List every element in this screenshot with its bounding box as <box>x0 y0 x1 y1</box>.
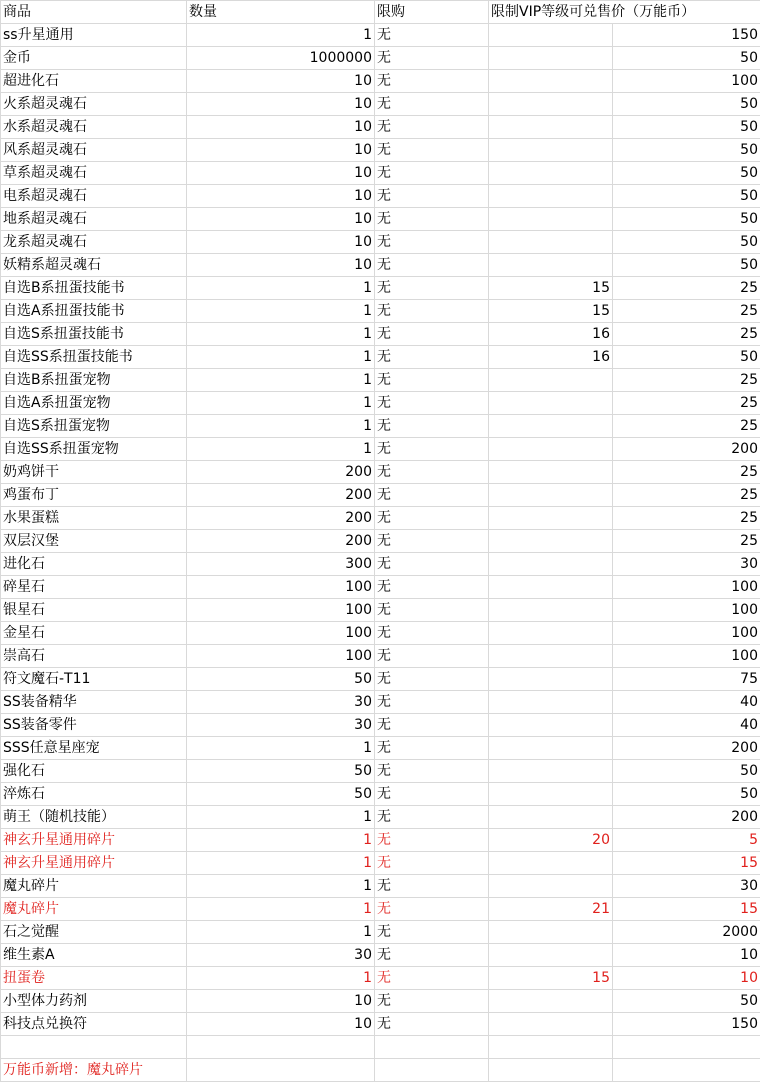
cell-quantity[interactable]: 10 <box>187 139 375 162</box>
header-row <box>1 1 760 24</box>
cell-price[interactable]: 50 <box>613 47 760 70</box>
cell-quantity[interactable]: 1 <box>187 737 375 760</box>
cell-price[interactable]: 30 <box>613 553 760 576</box>
cell-vip-level[interactable] <box>489 93 613 116</box>
cell-limit[interactable]: 无 <box>375 806 489 829</box>
cell-limit[interactable]: 无 <box>375 599 489 622</box>
cell-quantity[interactable]: 100 <box>187 645 375 668</box>
cell-vip-level[interactable] <box>489 990 613 1013</box>
cell-price[interactable]: 40 <box>613 714 760 737</box>
cell-limit[interactable]: 无 <box>375 622 489 645</box>
cell-limit[interactable]: 无 <box>375 737 489 760</box>
cell-quantity[interactable]: 50 <box>187 783 375 806</box>
empty-cell[interactable] <box>187 1059 375 1082</box>
cell-price[interactable]: 50 <box>613 760 760 783</box>
table-row <box>1 24 760 47</box>
cell-price[interactable]: 150 <box>613 24 760 47</box>
cell-quantity[interactable]: 100 <box>187 622 375 645</box>
cell-limit[interactable]: 无 <box>375 507 489 530</box>
cell-vip-level[interactable] <box>489 783 613 806</box>
cell-limit[interactable]: 无 <box>375 530 489 553</box>
cell-limit[interactable]: 无 <box>375 139 489 162</box>
cell-item-name[interactable]: 水果蛋糕 <box>1 507 187 530</box>
cell-price[interactable]: 25 <box>613 461 760 484</box>
cell-limit[interactable]: 无 <box>375 668 489 691</box>
cell-price[interactable]: 50 <box>613 208 760 231</box>
cell-limit[interactable]: 无 <box>375 300 489 323</box>
cell-limit[interactable]: 无 <box>375 415 489 438</box>
cell-vip-level[interactable] <box>489 162 613 185</box>
cell-limit[interactable]: 无 <box>375 691 489 714</box>
cell-quantity[interactable]: 10 <box>187 93 375 116</box>
cell-price[interactable]: 40 <box>613 691 760 714</box>
cell-quantity[interactable]: 1 <box>187 415 375 438</box>
table-row <box>1 576 760 599</box>
cell-quantity[interactable]: 50 <box>187 760 375 783</box>
cell-item-name[interactable]: 自选SS系扭蛋宠物 <box>1 438 187 461</box>
cell-vip-level[interactable] <box>489 208 613 231</box>
cell-item-name[interactable]: 超进化石 <box>1 70 187 93</box>
header-vip: 限制VIP等级可兑 <box>491 4 598 20</box>
cell-item-name[interactable]: 双层汉堡 <box>1 530 187 553</box>
cell-limit[interactable]: 无 <box>375 369 489 392</box>
cell-limit[interactable]: 无 <box>375 93 489 116</box>
cell-quantity[interactable]: 10 <box>187 990 375 1013</box>
cell-limit[interactable]: 无 <box>375 24 489 47</box>
table-row <box>1 760 760 783</box>
cell-limit[interactable]: 无 <box>375 392 489 415</box>
cell-quantity[interactable]: 1 <box>187 967 375 990</box>
table-row <box>1 806 760 829</box>
cell-limit[interactable]: 无 <box>375 277 489 300</box>
table-row <box>1 921 760 944</box>
table-row <box>1 461 760 484</box>
cell-price[interactable]: 25 <box>613 323 760 346</box>
cell-price[interactable]: 25 <box>613 507 760 530</box>
cell-item-name[interactable]: 萌王（随机技能） <box>1 806 187 829</box>
cell-item-name[interactable]: 妖精系超灵魂石 <box>1 254 187 277</box>
empty-cell[interactable] <box>489 1059 613 1082</box>
cell-vip-level[interactable] <box>489 392 613 415</box>
cell-quantity[interactable]: 50 <box>187 668 375 691</box>
cell-limit[interactable]: 无 <box>375 346 489 369</box>
cell-limit[interactable]: 无 <box>375 990 489 1013</box>
cell-price[interactable]: 200 <box>613 737 760 760</box>
empty-cell[interactable] <box>1 1036 187 1059</box>
cell-price[interactable]: 10 <box>613 944 760 967</box>
cell-price[interactable]: 50 <box>613 990 760 1013</box>
header-item[interactable]: 商品 <box>1 1 187 24</box>
cell-price[interactable]: 50 <box>613 346 760 369</box>
cell-item-name[interactable]: 草系超灵魂石 <box>1 162 187 185</box>
cell-vip-level[interactable] <box>489 484 613 507</box>
cell-item-name[interactable]: 符文魔石-T11 <box>1 668 187 691</box>
cell-vip-level[interactable]: 16 <box>489 346 613 369</box>
cell-vip-level[interactable] <box>489 714 613 737</box>
cell-quantity[interactable]: 1 <box>187 898 375 921</box>
cell-price[interactable]: 25 <box>613 530 760 553</box>
table-row <box>1 300 760 323</box>
cell-vip-level[interactable] <box>489 461 613 484</box>
cell-item-name[interactable]: ss升星通用 <box>1 24 187 47</box>
cell-item-name[interactable]: 金星石 <box>1 622 187 645</box>
table-row <box>1 208 760 231</box>
cell-vip-level[interactable]: 15 <box>489 967 613 990</box>
cell-quantity[interactable]: 1 <box>187 852 375 875</box>
cell-limit[interactable]: 无 <box>375 254 489 277</box>
cell-quantity[interactable]: 1 <box>187 875 375 898</box>
table-row <box>1 783 760 806</box>
empty-cell[interactable] <box>187 1036 375 1059</box>
cell-limit[interactable]: 无 <box>375 185 489 208</box>
cell-item-name[interactable]: 自选SS系扭蛋技能书 <box>1 346 187 369</box>
cell-limit[interactable]: 无 <box>375 645 489 668</box>
cell-limit[interactable]: 无 <box>375 461 489 484</box>
cell-limit[interactable]: 无 <box>375 553 489 576</box>
cell-quantity[interactable]: 1 <box>187 300 375 323</box>
table-row <box>1 875 760 898</box>
cell-price[interactable]: 25 <box>613 484 760 507</box>
cell-price[interactable]: 10 <box>613 967 760 990</box>
cell-vip-level[interactable] <box>489 530 613 553</box>
cell-quantity[interactable]: 200 <box>187 484 375 507</box>
empty-cell[interactable] <box>613 1059 760 1082</box>
cell-price[interactable]: 25 <box>613 300 760 323</box>
empty-cell[interactable] <box>489 1036 613 1059</box>
cell-vip-level[interactable] <box>489 599 613 622</box>
cell-price[interactable]: 50 <box>613 116 760 139</box>
cell-item-name[interactable]: 维生素A <box>1 944 187 967</box>
cell-vip-level[interactable] <box>489 415 613 438</box>
cell-quantity[interactable]: 1000000 <box>187 47 375 70</box>
cell-item-name[interactable]: 神玄升星通用碎片 <box>1 829 187 852</box>
cell-item-name[interactable]: SS装备精华 <box>1 691 187 714</box>
cell-vip-level[interactable] <box>489 691 613 714</box>
cell-quantity[interactable]: 1 <box>187 277 375 300</box>
cell-limit[interactable]: 无 <box>375 438 489 461</box>
cell-vip-level[interactable] <box>489 852 613 875</box>
table-row <box>1 392 760 415</box>
cell-price[interactable]: 25 <box>613 392 760 415</box>
cell-item-name[interactable]: 自选S系扭蛋宠物 <box>1 415 187 438</box>
table-row <box>1 47 760 70</box>
cell-vip-level[interactable] <box>489 24 613 47</box>
cell-quantity[interactable]: 1 <box>187 806 375 829</box>
cell-vip-level[interactable] <box>489 369 613 392</box>
empty-cell[interactable] <box>375 1036 489 1059</box>
table-row <box>1 622 760 645</box>
table-row <box>1 668 760 691</box>
cell-item-name[interactable]: 神玄升星通用碎片 <box>1 852 187 875</box>
cell-quantity[interactable]: 1 <box>187 323 375 346</box>
cell-item-name[interactable]: 进化石 <box>1 553 187 576</box>
cell-quantity[interactable]: 100 <box>187 599 375 622</box>
cell-vip-level[interactable] <box>489 1013 613 1036</box>
table-row <box>1 714 760 737</box>
cell-item-name[interactable]: 魔丸碎片 <box>1 898 187 921</box>
empty-cell[interactable] <box>375 1059 489 1082</box>
table-row <box>1 277 760 300</box>
table-row <box>1 415 760 438</box>
cell-quantity[interactable]: 10 <box>187 70 375 93</box>
cell-quantity[interactable]: 200 <box>187 461 375 484</box>
cell-vip-level[interactable] <box>489 668 613 691</box>
cell-quantity[interactable]: 10 <box>187 116 375 139</box>
cell-quantity[interactable]: 1 <box>187 392 375 415</box>
cell-price[interactable]: 25 <box>613 415 760 438</box>
cell-item-name[interactable]: 魔丸碎片 <box>1 875 187 898</box>
cell-limit[interactable]: 无 <box>375 829 489 852</box>
cell-limit[interactable]: 无 <box>375 484 489 507</box>
cell-vip-level[interactable] <box>489 737 613 760</box>
cell-vip-level[interactable] <box>489 760 613 783</box>
cell-quantity[interactable]: 10 <box>187 208 375 231</box>
cell-vip-level[interactable] <box>489 139 613 162</box>
cell-item-name[interactable]: 自选A系扭蛋技能书 <box>1 300 187 323</box>
cell-item-name[interactable]: 水系超灵魂石 <box>1 116 187 139</box>
cell-vip-level[interactable] <box>489 116 613 139</box>
cell-item-name[interactable]: 崇高石 <box>1 645 187 668</box>
cell-vip-level[interactable] <box>489 47 613 70</box>
cell-limit[interactable]: 无 <box>375 162 489 185</box>
cell-quantity[interactable]: 300 <box>187 553 375 576</box>
cell-item-name[interactable]: SSS任意星座宠 <box>1 737 187 760</box>
cell-vip-level[interactable] <box>489 944 613 967</box>
cell-limit[interactable]: 无 <box>375 323 489 346</box>
cell-price[interactable]: 50 <box>613 231 760 254</box>
cell-quantity[interactable]: 1 <box>187 438 375 461</box>
cell-price[interactable]: 50 <box>613 93 760 116</box>
cell-price[interactable]: 50 <box>613 185 760 208</box>
cell-item-name[interactable]: 碎星石 <box>1 576 187 599</box>
cell-limit[interactable]: 无 <box>375 967 489 990</box>
cell-price[interactable]: 100 <box>613 622 760 645</box>
cell-price[interactable]: 200 <box>613 438 760 461</box>
note-cell[interactable]: 万能币新增：魔丸碎片 <box>1 1059 187 1082</box>
cell-vip-level[interactable] <box>489 806 613 829</box>
cell-limit[interactable]: 无 <box>375 714 489 737</box>
cell-limit[interactable]: 无 <box>375 852 489 875</box>
cell-price[interactable]: 75 <box>613 668 760 691</box>
cell-vip-level[interactable]: 21 <box>489 898 613 921</box>
table-row <box>1 484 760 507</box>
cell-vip-level[interactable] <box>489 507 613 530</box>
cell-item-name[interactable]: 强化石 <box>1 760 187 783</box>
cell-item-name[interactable]: 科技点兑换符 <box>1 1013 187 1036</box>
cell-quantity[interactable]: 1 <box>187 346 375 369</box>
cell-price[interactable]: 100 <box>613 70 760 93</box>
cell-quantity[interactable]: 30 <box>187 944 375 967</box>
empty-cell[interactable] <box>613 1036 760 1059</box>
cell-price[interactable]: 30 <box>613 875 760 898</box>
note-row <box>1 1059 760 1082</box>
cell-quantity[interactable]: 30 <box>187 714 375 737</box>
cell-vip-level[interactable] <box>489 622 613 645</box>
cell-price[interactable]: 100 <box>613 576 760 599</box>
cell-limit[interactable]: 无 <box>375 875 489 898</box>
cell-vip-level[interactable] <box>489 231 613 254</box>
cell-quantity[interactable]: 1 <box>187 369 375 392</box>
cell-limit[interactable]: 无 <box>375 760 489 783</box>
table-row <box>1 829 760 852</box>
cell-item-name[interactable]: 自选B系扭蛋宠物 <box>1 369 187 392</box>
cell-item-name[interactable]: 自选S系扭蛋技能书 <box>1 323 187 346</box>
table-row <box>1 737 760 760</box>
cell-quantity[interactable]: 1 <box>187 24 375 47</box>
cell-item-name[interactable]: 淬炼石 <box>1 783 187 806</box>
header-price: 售价（万能币） <box>597 4 696 20</box>
table-row <box>1 645 760 668</box>
table-row <box>1 691 760 714</box>
cell-price[interactable]: 150 <box>613 1013 760 1036</box>
cell-price[interactable]: 15 <box>613 898 760 921</box>
table-row <box>1 369 760 392</box>
cell-quantity[interactable]: 200 <box>187 530 375 553</box>
cell-item-name[interactable]: 风系超灵魂石 <box>1 139 187 162</box>
cell-limit[interactable]: 无 <box>375 1013 489 1036</box>
header-vip-and-price[interactable] <box>489 1 760 24</box>
cell-item-name[interactable]: 扭蛋卷 <box>1 967 187 990</box>
table-row <box>1 944 760 967</box>
table-row <box>1 162 760 185</box>
cell-item-name[interactable]: 自选A系扭蛋宠物 <box>1 392 187 415</box>
cell-quantity[interactable]: 10 <box>187 185 375 208</box>
cell-item-name[interactable]: 龙系超灵魂石 <box>1 231 187 254</box>
cell-vip-level[interactable] <box>489 921 613 944</box>
cell-item-name[interactable]: 地系超灵魂石 <box>1 208 187 231</box>
cell-item-name[interactable]: 奶鸡饼干 <box>1 461 187 484</box>
cell-item-name[interactable]: 小型体力药剂 <box>1 990 187 1013</box>
cell-quantity[interactable]: 1 <box>187 829 375 852</box>
cell-price[interactable]: 50 <box>613 254 760 277</box>
table-row <box>1 530 760 553</box>
header-limit[interactable]: 限购 <box>375 1 489 24</box>
table-row <box>1 553 760 576</box>
table-row <box>1 599 760 622</box>
cell-quantity[interactable]: 10 <box>187 254 375 277</box>
cell-price[interactable]: 25 <box>613 369 760 392</box>
table-row <box>1 139 760 162</box>
cell-item-name[interactable]: 电系超灵魂石 <box>1 185 187 208</box>
cell-price[interactable]: 50 <box>613 139 760 162</box>
cell-price[interactable]: 15 <box>613 852 760 875</box>
table-row <box>1 507 760 530</box>
cell-item-name[interactable]: 火系超灵魂石 <box>1 93 187 116</box>
cell-item-name[interactable]: 银星石 <box>1 599 187 622</box>
cell-limit[interactable]: 无 <box>375 116 489 139</box>
table-row <box>1 70 760 93</box>
table-row <box>1 185 760 208</box>
cell-limit[interactable]: 无 <box>375 208 489 231</box>
table-row <box>1 93 760 116</box>
cell-vip-level[interactable]: 15 <box>489 300 613 323</box>
table-row <box>1 967 760 990</box>
table-row <box>1 990 760 1013</box>
cell-quantity[interactable]: 1 <box>187 921 375 944</box>
cell-limit[interactable]: 无 <box>375 231 489 254</box>
cell-limit[interactable]: 无 <box>375 576 489 599</box>
cell-item-name[interactable]: 石之觉醒 <box>1 921 187 944</box>
cell-vip-level[interactable] <box>489 254 613 277</box>
cell-quantity[interactable]: 10 <box>187 162 375 185</box>
cell-item-name[interactable]: 金币 <box>1 47 187 70</box>
cell-quantity[interactable]: 10 <box>187 1013 375 1036</box>
header-quantity[interactable]: 数量 <box>187 1 375 24</box>
cell-vip-level[interactable] <box>489 185 613 208</box>
cell-vip-level[interactable]: 16 <box>489 323 613 346</box>
cell-item-name[interactable]: SS装备零件 <box>1 714 187 737</box>
table-row <box>1 898 760 921</box>
cell-price[interactable]: 50 <box>613 162 760 185</box>
table-row <box>1 254 760 277</box>
cell-vip-level[interactable] <box>489 576 613 599</box>
cell-price[interactable]: 100 <box>613 645 760 668</box>
table-row <box>1 116 760 139</box>
cell-price[interactable]: 100 <box>613 599 760 622</box>
cell-limit[interactable]: 无 <box>375 898 489 921</box>
cell-vip-level[interactable] <box>489 645 613 668</box>
cell-vip-level[interactable] <box>489 553 613 576</box>
table-row <box>1 438 760 461</box>
cell-vip-level[interactable]: 20 <box>489 829 613 852</box>
cell-quantity[interactable]: 10 <box>187 231 375 254</box>
cell-item-name[interactable]: 鸡蛋布丁 <box>1 484 187 507</box>
table-row <box>1 323 760 346</box>
cell-quantity[interactable]: 100 <box>187 576 375 599</box>
table-row <box>1 231 760 254</box>
cell-price[interactable]: 200 <box>613 806 760 829</box>
cell-vip-level[interactable]: 15 <box>489 277 613 300</box>
cell-limit[interactable]: 无 <box>375 70 489 93</box>
empty-row <box>1 1036 760 1059</box>
cell-item-name[interactable]: 自选B系扭蛋技能书 <box>1 277 187 300</box>
cell-quantity[interactable]: 200 <box>187 507 375 530</box>
cell-limit[interactable]: 无 <box>375 47 489 70</box>
table-row <box>1 1013 760 1036</box>
cell-vip-level[interactable] <box>489 438 613 461</box>
cell-price[interactable]: 50 <box>613 783 760 806</box>
cell-price[interactable]: 5 <box>613 829 760 852</box>
cell-limit[interactable]: 无 <box>375 783 489 806</box>
cell-limit[interactable]: 无 <box>375 921 489 944</box>
cell-quantity[interactable]: 30 <box>187 691 375 714</box>
cell-limit[interactable]: 无 <box>375 944 489 967</box>
cell-price[interactable]: 2000 <box>613 921 760 944</box>
cell-price[interactable]: 25 <box>613 277 760 300</box>
cell-vip-level[interactable] <box>489 875 613 898</box>
table-row <box>1 852 760 875</box>
cell-vip-level[interactable] <box>489 70 613 93</box>
table-row <box>1 346 760 369</box>
